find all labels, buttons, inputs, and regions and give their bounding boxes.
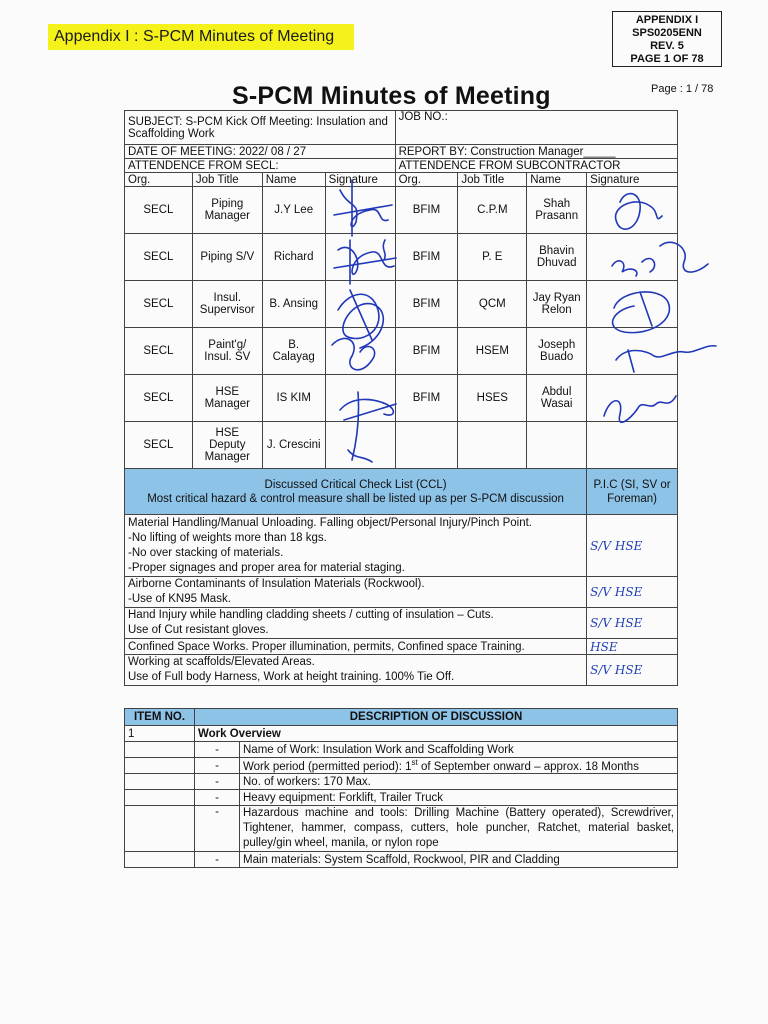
attendance-table: [124, 110, 678, 686]
item-no: 1: [125, 726, 195, 742]
sub-org: BFIM: [395, 187, 458, 234]
secl-org: SECL: [125, 328, 193, 375]
sub-org: BFIM: [395, 375, 458, 422]
report-by: REPORT BY: Construction Manager_____: [395, 145, 677, 159]
discussion-point: Heavy equipment: Forklift, Trailer Truck: [240, 790, 678, 806]
list-item: [125, 742, 678, 758]
secl-name: J. Crescini: [262, 422, 325, 469]
appendix-tag: Appendix I : S-PCM Minutes of Meeting: [48, 24, 354, 50]
secl-signature: [325, 328, 395, 375]
ccl-row: [125, 639, 678, 655]
col-description: DESCRIPTION OF DISCUSSION: [195, 709, 678, 726]
pic-heading: P.I.C (SI, SV or Foreman): [587, 469, 678, 515]
ccl-row: [125, 608, 678, 639]
secl-job: Insul. Supervisor: [192, 281, 262, 328]
sub-signature: [587, 234, 678, 281]
col-item-no: ITEM NO.: [125, 709, 195, 726]
attendee-row: [125, 281, 678, 328]
item-title: Work Overview: [195, 726, 678, 742]
ccl-line: -No lifting of weights more than 18 kgs.: [128, 531, 327, 544]
attendance-sub-label: ATTENDENCE FROM SUBCONTRACTOR: [395, 159, 677, 173]
secl-org: SECL: [125, 375, 193, 422]
secl-name: B. Calayag: [262, 328, 325, 375]
ccl-pic: S/V HSE: [587, 608, 678, 639]
secl-job: Piping Manager: [192, 187, 262, 234]
attendee-row: [125, 187, 678, 234]
ccl-line: Use of Cut resistant gloves.: [128, 624, 269, 636]
secl-signature: [325, 422, 395, 469]
sub-org: BFIM: [395, 281, 458, 328]
sub-job: C.P.M: [458, 187, 527, 234]
job-no: JOB NO.:: [395, 111, 677, 145]
sub-name: [527, 422, 587, 469]
sub-signature: [587, 281, 678, 328]
bullet-dash: -: [195, 790, 240, 806]
document-code-box: [612, 11, 722, 67]
sub-org: [395, 422, 458, 469]
attendee-row: [125, 234, 678, 281]
sub-name: Shah Prasann: [527, 187, 587, 234]
list-item: [125, 852, 678, 868]
ccl-row: [125, 655, 678, 686]
discussion-point: No. of workers: 170 Max.: [240, 774, 678, 790]
ccl-line: -Proper signages and proper area for material staging.: [128, 561, 405, 574]
ccl-row: [125, 515, 678, 577]
ccl-item: [125, 515, 587, 577]
ccl-item: [125, 577, 587, 608]
ccl-heading-note: Most critical hazard & control measure shall be listed up as per S-PCM discussion: [147, 492, 564, 505]
meeting-date: DATE OF MEETING: 2022/ 08 / 27: [125, 145, 396, 159]
sub-name: Bhavin Dhuvad: [527, 234, 587, 281]
ccl-line: -No over stacking of materials.: [128, 546, 284, 559]
sub-name: Jay Ryan Relon: [527, 281, 587, 328]
sub-name: Joseph Buado: [527, 328, 587, 375]
col-signature: Signature: [587, 173, 678, 187]
secl-name: B. Ansing: [262, 281, 325, 328]
bullet-dash: -: [195, 774, 240, 790]
sub-signature: [587, 422, 678, 469]
col-job-title: Job Title: [458, 173, 527, 187]
appendix-label: APPENDIX I: [635, 14, 699, 26]
ccl-heading-title: Discussed Critical Check List (CCL): [264, 478, 447, 491]
discussion-table: [124, 708, 678, 868]
ccl-pic: HSE: [587, 639, 678, 655]
ccl-line: Material Handling/Manual Unloading. Falling object/Personal Injury/Pinch Point.: [128, 516, 532, 529]
document-code: SPS0205ENN: [632, 27, 702, 39]
discussion-point: Hazardous machine and tools: Drilling Machine (Battery operated), Screwdriver, Tightener, hammer, compass, cutters, hole puncher, Ratchet, material basket, pulley/gin wheel, manila, or nylon rope: [240, 806, 678, 852]
sub-job: [458, 422, 527, 469]
bullet-dash: -: [195, 806, 240, 852]
secl-job: Paint'g/ Insul. SV: [192, 328, 262, 375]
subject: SUBJECT: S-PCM Kick Off Meeting: Insulation and Scaffolding Work: [125, 111, 396, 145]
secl-signature: [325, 281, 395, 328]
ccl-item: [125, 655, 587, 686]
bullet-dash: -: [195, 742, 240, 758]
page-of: PAGE 1 OF 78: [630, 53, 704, 65]
secl-org: SECL: [125, 281, 193, 328]
ccl-line: Hand Injury while handling cladding sheets / cutting of insulation – Cuts.: [128, 609, 494, 621]
sub-org: BFIM: [395, 234, 458, 281]
sub-job: HSEM: [458, 328, 527, 375]
list-item: [125, 806, 678, 852]
discussion-point: Work period (permitted period): 1st of September onward – approx. 18 Months: [240, 758, 678, 774]
attendee-row: [125, 328, 678, 375]
sub-signature: [587, 328, 678, 375]
secl-org: SECL: [125, 187, 193, 234]
list-item: [125, 758, 678, 774]
discussion-point: Main materials: System Scaffold, Rockwool, PIR and Cladding: [240, 852, 678, 868]
sub-job: QCM: [458, 281, 527, 328]
sub-org: BFIM: [395, 328, 458, 375]
secl-org: SECL: [125, 234, 193, 281]
secl-name: Richard: [262, 234, 325, 281]
ccl-item: [125, 608, 587, 639]
col-name: Name: [262, 173, 325, 187]
secl-job: HSE Manager: [192, 375, 262, 422]
bullet-dash: -: [195, 758, 240, 774]
secl-signature: [325, 234, 395, 281]
ccl-pic: S/V HSE: [587, 655, 678, 686]
sub-signature: [587, 187, 678, 234]
page-count: Page : 1 / 78: [651, 83, 714, 95]
secl-name: IS KIM: [262, 375, 325, 422]
sub-name: Abdul Wasai: [527, 375, 587, 422]
page-title: S-PCM Minutes of Meeting: [232, 82, 551, 110]
ccl-line: Confined Space Works. Proper illumination, permits, Confined space Training.: [128, 640, 525, 653]
col-org: Org.: [125, 173, 193, 187]
ccl-row: [125, 577, 678, 608]
col-name: Name: [527, 173, 587, 187]
bullet-dash: -: [195, 852, 240, 868]
col-signature: Signature: [325, 173, 395, 187]
col-org: Org.: [395, 173, 458, 187]
ccl-line: Working at scaffolds/Elevated Areas.: [128, 656, 315, 668]
sub-job: P. E: [458, 234, 527, 281]
col-job-title: Job Title: [192, 173, 262, 187]
secl-org: SECL: [125, 422, 193, 469]
secl-job: HSE Deputy Manager: [192, 422, 262, 469]
attendance-secl-label: ATTENDENCE FROM SECL:: [125, 159, 396, 173]
sub-signature: [587, 375, 678, 422]
attendee-row: [125, 422, 678, 469]
ccl-line: Airborne Contaminants of Insulation Materials (Rockwool).: [128, 578, 425, 590]
ccl-item: [125, 639, 587, 655]
ccl-heading: [125, 469, 587, 515]
secl-signature: [325, 375, 395, 422]
secl-job: Piping S/V: [192, 234, 262, 281]
secl-signature: [325, 187, 395, 234]
ccl-pic: S/V HSE: [587, 577, 678, 608]
ccl-line: Use of Full body Harness, Work at height training. 100% Tie Off.: [128, 671, 455, 683]
ccl-line: -Use of KN95 Mask.: [128, 593, 231, 605]
secl-name: J.Y Lee: [262, 187, 325, 234]
revision: REV. 5: [650, 40, 684, 52]
sub-job: HSES: [458, 375, 527, 422]
attendee-row: [125, 375, 678, 422]
list-item: [125, 774, 678, 790]
discussion-point: Name of Work: Insulation Work and Scaffolding Work: [240, 742, 678, 758]
list-item: [125, 790, 678, 806]
ccl-pic: S/V HSE: [587, 515, 678, 577]
